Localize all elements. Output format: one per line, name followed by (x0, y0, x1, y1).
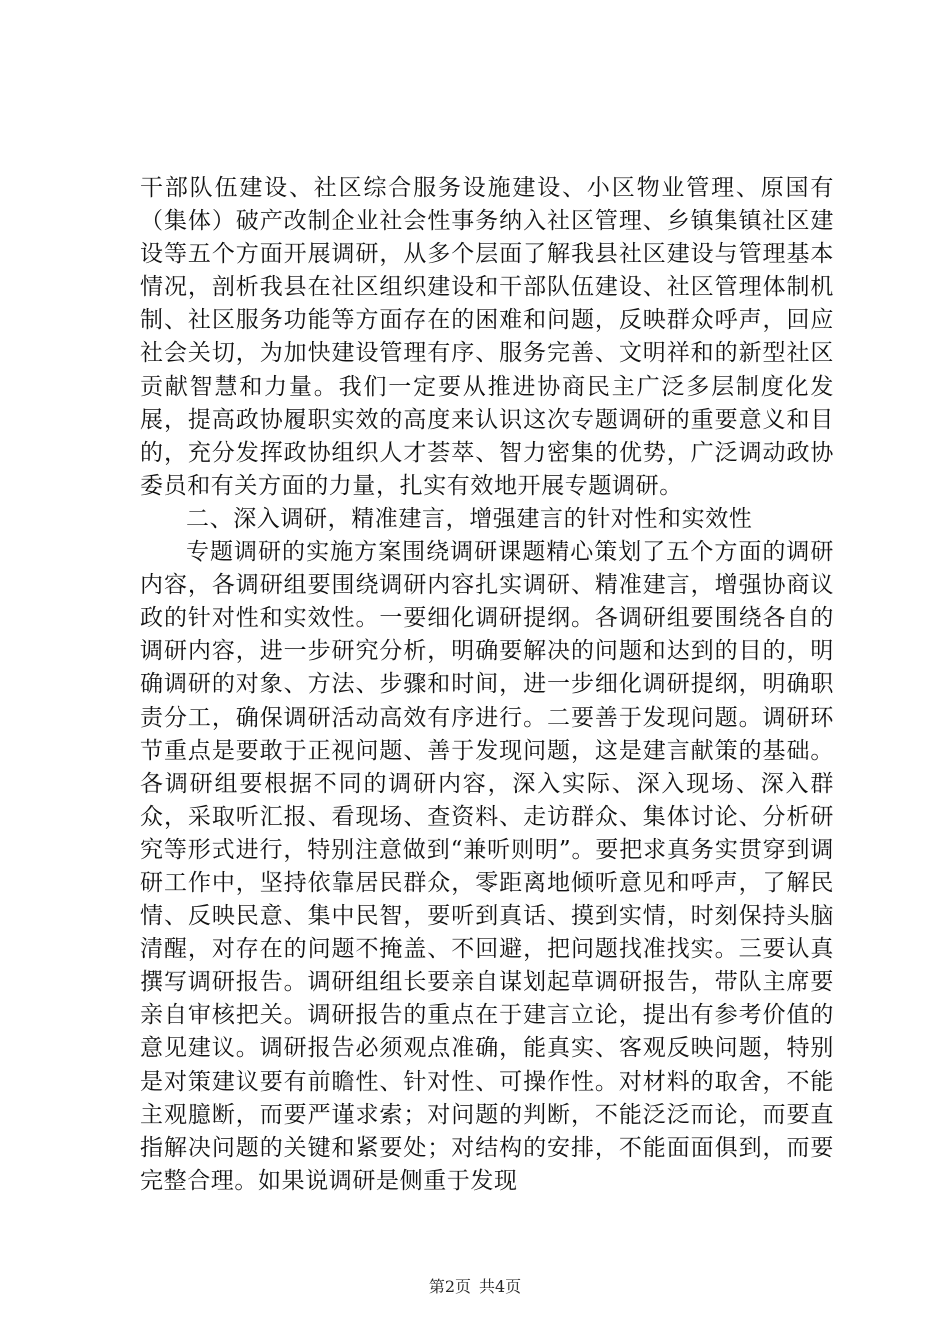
paragraph-continuation: 干部队伍建设、社区综合服务设施建设、小区物业管理、原国有（集体）破产改制企业社会性事务纳入社区管理、乡镇集镇社区建设等五个方面开展调研，从多个层面了解我县社区建设与管理基本情况，剖析我县在社区组织建设和干部队伍建设、社区管理体制机制、社区服务功能等方面存在的困难和问题，反映群众呼声，回应社会关切，为加快建设管理有序、服务完善、文明祥和的新型社区贡献智慧和力量。我们一定要从推进协商民主广泛多层制度化发展，提高政协履职实效的高度来认识这次专题调研的重要意义和目的，充分发挥政协组织人才荟萃、智力密集的优势，广泛调动政协委员和有关方面的力量，扎实有效地开展专题调研。 (140, 175, 834, 499)
page-total: 共4页 (479, 1277, 522, 1296)
section-heading: 二、深入调研，精准建言，增强建言的针对性和实效性 (186, 505, 753, 532)
document-body (140, 172, 834, 1198)
page-footer (0, 1277, 950, 1297)
page-number: 第2页 (428, 1277, 471, 1296)
paragraph-section-two: 专题调研的实施方案围绕调研课题精心策划了五个方面的调研内容，各调研组要围绕调研内容扎实调研、精准建言，增强协商议政的针对性和实效性。一要细化调研提纲。各调研组要围绕各自的调研内容，进一步研究分析，明确要解决的问题和达到的目的，明确调研的对象、方法、步骤和时间，进一步细化调研提纲，明确职责分工，确保调研活动高效有序进行。二要善于发现问题。调研环节重点是要敢于正视问题、善于发现问题，这是建言献策的基础。各调研组要根据不同的调研内容，深入实际、深入现场、深入群众，采取听汇报、看现场、查资料、走访群众、集体讨论、分析研究等形式进行，特别注意做到“兼听则明”。要把求真务实贯穿到调研工作中，坚持依靠居民群众，零距离地倾听意见和呼声，了解民情、反映民意、集中民智，要听到真话、摸到实情，时刻保持头脑清醒，对存在的问题不掩盖、不回避，把问题找准找实。三要认真撰写调研报告。调研组组长要亲自谋划起草调研报告，带队主席要亲自审核把关。调研报告的重点在于建言立论，提出有参考价值的意见建议。调研报告必须观点准确，能真实、客观反映问题，特别是对策建议要有前瞻性、针对性、可操作性。对材料的取舍，不能主观臆断，而要严谨求索；对问题的判断，不能泛泛而论，而要直指解决问题的关键和紧要处；对结构的安排，不能面面俱到，而要完整合理。如果说调研是侧重于发现 (140, 539, 834, 1194)
